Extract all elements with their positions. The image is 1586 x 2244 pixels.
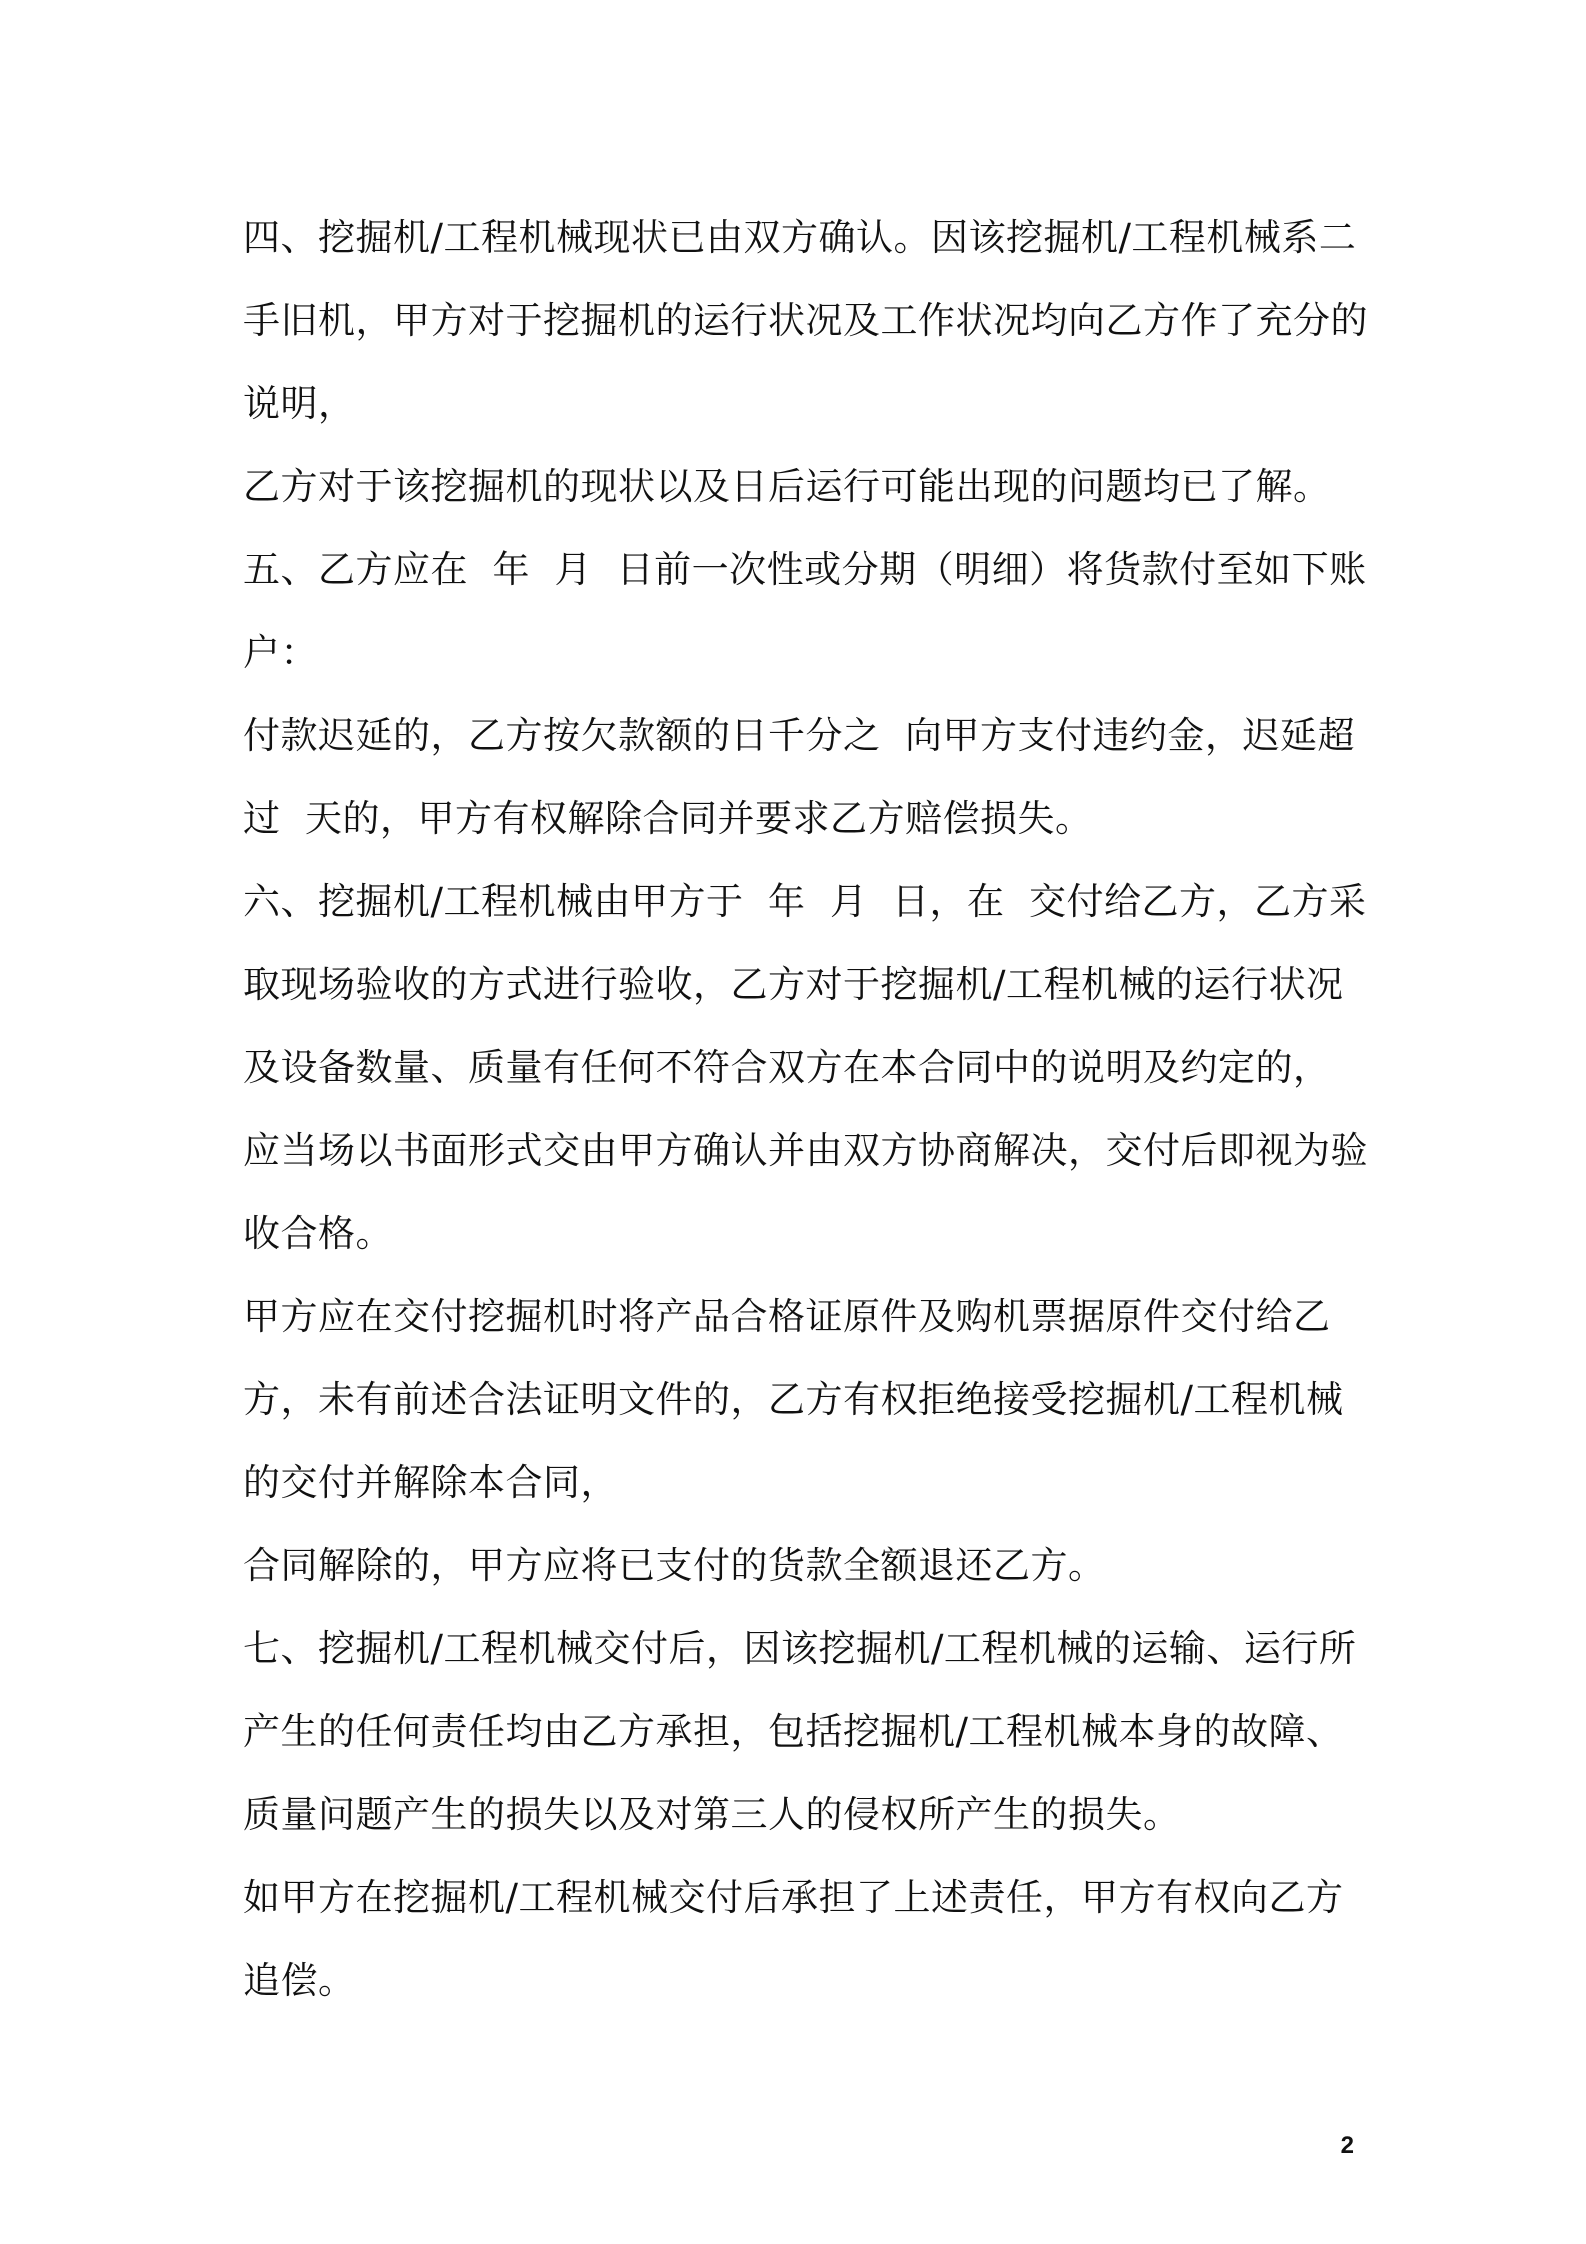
text-line: 应当场以书面形式交由甲方确认并由双方协商解决，交付后即视为验 — [243, 1129, 1368, 1172]
text-line: 如甲方在挖掘机/工程机械交付后承担了上述责任，甲方有权向乙方 — [243, 1876, 1344, 1919]
text-line: 过 天的，甲方有权解除合同并要求乙方赔偿损失。 — [243, 797, 1093, 840]
text-line: 六、挖掘机/工程机械由甲方于 年 月 日，在 交付给乙方，乙方采 — [243, 880, 1367, 923]
text-line: 七、挖掘机/工程机械交付后，因该挖掘机/工程机械的运输、运行所 — [243, 1627, 1357, 1670]
text-line: 手旧机，甲方对于挖掘机的运行状况及工作状况均向乙方作了充分的 — [243, 299, 1368, 342]
text-line: 追偿。 — [243, 1959, 356, 2002]
text-line: 及设备数量、质量有任何不符合双方在本合同中的说明及约定的， — [243, 1046, 1331, 1089]
text-line: 的交付并解除本合同， — [243, 1461, 618, 1504]
text-line: 说明， — [243, 382, 356, 425]
text-line: 甲方应在交付挖掘机时将产品合格证原件及购机票据原件交付给乙 — [243, 1295, 1331, 1338]
contract-text — [243, 196, 1368, 2022]
page-number: 2 — [1340, 2132, 1354, 2159]
text-line: 四、挖掘机/工程机械现状已由双方确认。因该挖掘机/工程机械系二 — [243, 216, 1357, 259]
text-line: 产生的任何责任均由乙方承担，包括挖掘机/工程机械本身的故障、 — [243, 1710, 1344, 1753]
text-line: 五、乙方应在 年 月 日前一次性或分期（明细）将货款付至如下账 — [243, 548, 1367, 591]
text-line: 方，未有前述合法证明文件的，乙方有权拒绝接受挖掘机/工程机械 — [243, 1378, 1344, 1421]
text-line: 取现场验收的方式进行验收，乙方对于挖掘机/工程机械的运行状况 — [243, 963, 1344, 1006]
text-line: 户： — [243, 631, 318, 674]
text-line: 乙方对于该挖掘机的现状以及日后运行可能出现的问题均已了解。 — [243, 465, 1331, 508]
text-line: 质量问题产生的损失以及对第三人的侵权所产生的损失。 — [243, 1793, 1181, 1836]
text-line: 合同解除的，甲方应将已支付的货款全额退还乙方。 — [243, 1544, 1106, 1587]
text-line: 付款迟延的，乙方按欠款额的日千分之 向甲方支付违约金，迟延超 — [243, 714, 1356, 757]
text-line: 收合格。 — [243, 1212, 393, 1255]
